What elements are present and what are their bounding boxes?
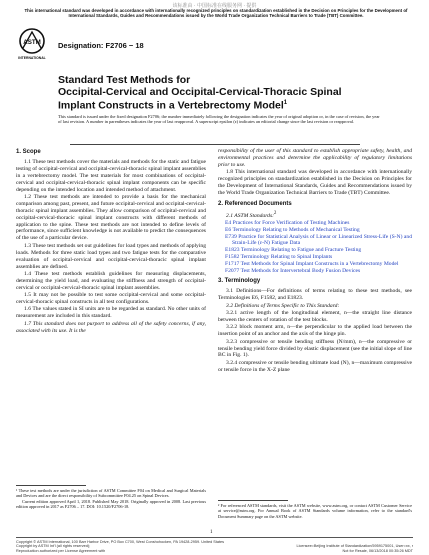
- title-footnote-mark: 1: [283, 100, 288, 106]
- standard-notice: This standard is issued under the fixed designation F2706; the number immediately following the designation indicates the year of original adoption or, in the case of revision, the year of last revision. A number in parentheses indicates the year of last reapproval. A superscript epsilon (ε) indicates an editorial change since the last revision or reapproval.: [58, 114, 380, 125]
- ref-code[interactable]: F1582: [225, 254, 240, 260]
- footer-copyright-2: Copyright by ASTM Int'l (all rights reserved);: [16, 544, 91, 549]
- ref-f1717[interactable]: [218, 261, 412, 268]
- ref-code[interactable]: E1823: [225, 247, 240, 254]
- title-line-3: [58, 98, 388, 112]
- para-1-6: 1.6 The values stated in SI units are to be regarded as standard. No other units of measurement are included in this standard.: [16, 306, 206, 320]
- para-3-2-1: 3.2.1 active length of the longitudinal element, n—the straight line distance between the centers of rotation of the test blocks.: [218, 310, 412, 323]
- ref-code[interactable]: F1717: [225, 260, 240, 267]
- para-3-2-4: 3.2.4 compressive or tensile bending ultimate load (N), n—maximum compressive or tensile force in the X-Z plane: [218, 359, 412, 373]
- footnote-1: [16, 488, 206, 509]
- footnote-2: ² For referenced ASTM standards, visit the ASTM website, www.astm.org, or contact ASTM Customer Service at service@astm.org. For Annual Book of ASTM Standards volume information, refer to the standard's Document Summary page on the ASTM website.: [218, 503, 412, 519]
- para-2-1: [218, 211, 412, 220]
- footnote-1-text: ¹ These test methods are under the jurisdiction of ASTM Committee F04 on Medical and Surgical Materials and Devices and are the direct responsibility of Subcommittee F04.25 on Spinal Devices.: [16, 488, 206, 499]
- footer-licensee: Licensee=Beijing Institute of Standardization/5959175001, User=xx, r: [296, 544, 413, 549]
- para-1-1: 1.1 These test methods cover the materials and methods for the static and fatigue testing of occipital-cervical and occipital-cervical-thoracic spinal implant assemblies in a vertebrectomy model. The test materials for most combinations of occipital-cervical and occipital-cervical-thoracic spinal implant components can be specific depending on the intended location and intended method of attachment.: [16, 158, 206, 193]
- logo-subtext: INTERNATIONAL: [18, 56, 46, 60]
- ref-title[interactable]: Test Methods for Spinal Implant Constructs in a Vertebrectomy Model: [240, 260, 399, 267]
- ref-code[interactable]: E739: [225, 233, 237, 240]
- para-1-8: 1.8 This international standard was developed in accordance with internationally recognized principles on standardization established in the Decision on Principles for the Development of International Standards, Guides and Recommendations issued by the World Trade Organization Technical Barriers to Trade (TBT) Committee.: [218, 169, 412, 196]
- para-1-4: 1.4 These test methods establish guidelines for measuring displacements, determining the yield load, and evaluating the stiffness and strength of occipital-cervical or occipital-cervical-thoracic spinal implant assemblies.: [16, 270, 206, 291]
- para-3-1: 3.1 Definitions—For definitions of terms relating to these test methods, see Terminologies E6, F1582, and E1823.: [218, 288, 412, 302]
- para-1-5: 1.5 It may not be possible to test some occipital-cervical and some occipital-cervical-thoracic spinal constructs in all test configurations.: [16, 292, 206, 306]
- ref-e4[interactable]: [218, 220, 412, 227]
- para-1-3: 1.3 These test methods set out guidelines for load types and methods of applying loads. Methods for three static load types and two fatigue tests for the comparative evaluation of occipital-cervical and occipital-cervical-thoracic spinal implant assemblies are defined.: [16, 242, 206, 270]
- ref-title[interactable]: Terminology Relating to Spinal Implants: [240, 254, 333, 260]
- footer-resale: Not for Resale, 06/13/2018 00:35:26 MDT: [342, 548, 413, 553]
- reference-list: [218, 220, 412, 274]
- para-3-2-2: 3.2.2 block moment arm, n—the perpendicular to the applied load between the insertion point of an anchor and the axis of the hinge pin.: [218, 324, 412, 338]
- title-line-2: Occipital-Cervical and Occipital-Cervical-Thoracic Spinal: [58, 85, 342, 98]
- ref-f1582[interactable]: [218, 254, 412, 261]
- ref-code[interactable]: E4: [225, 220, 232, 227]
- divider: [70, 144, 360, 145]
- para-3-2: 3.2 Definitions of Terms Specific to This Standard:: [226, 302, 340, 309]
- para-1-7: 1.7 This standard does not purport to address all of the safety concerns, if any, associated with its use. It is the: [16, 320, 206, 334]
- para-2-1-text: 2.1 ASTM Standards:: [226, 212, 275, 219]
- astm-logo: [18, 28, 46, 62]
- footnote-1-edition: Current edition approved April 1, 2018. Published May 2018. Originally approved in 2008. Last previous edition approved in 2017 as F2706 – 17. DOI: 10.1520/F2706-18.: [16, 498, 206, 509]
- section-1-heading: 1. Scope: [16, 149, 41, 155]
- ref-code[interactable]: F2077: [225, 267, 240, 274]
- footer-right: [263, 540, 413, 553]
- ref-title[interactable]: Test Methods for Intervertebral Body Fusion Devices: [240, 267, 361, 274]
- left-column: [16, 148, 206, 335]
- ref-f2077[interactable]: [218, 268, 412, 275]
- section-3-heading: 3. Terminology: [218, 278, 261, 285]
- ref-code[interactable]: E6: [225, 226, 232, 233]
- para-1-2: 1.2 These test methods are intended to provide a basis for the mechanical comparison among past, present, and future occipital-cervical and occipital-cervical-thoracic spinal implant assemblies. They allow comparison of occipital-cervical and occipital-cervical-thoracic spinal implant constructs with different methods of application to the spine. These test methods are not intended to define levels of performance, since sufficient knowledge is not available to predict the consequences of the use of a particular device.: [16, 193, 206, 242]
- ref-title[interactable]: Terminology Relating to Methods of Mechanical Testing: [232, 226, 360, 233]
- right-column: [218, 148, 412, 374]
- footer-rule: [16, 537, 413, 538]
- section-2-heading: 2. Referenced Documents: [218, 200, 292, 207]
- para-2-1-footnote-mark: 2: [274, 210, 277, 216]
- footer-copyright: Copyright © ASTM International, 100 Barr Harbor Drive, PO Box C700, West Conshohocken, PA 19428-2959. United States: [16, 540, 225, 544]
- ref-title[interactable]: Practices for Force Verification of Testing Machines: [232, 220, 350, 227]
- title-line-1: Standard Test Methods for: [58, 74, 191, 86]
- ref-e739[interactable]: [218, 234, 412, 248]
- ref-e6[interactable]: [218, 227, 412, 234]
- watermark-text: 该标准由 · 中国标准在线服务网 · 提供: [172, 3, 257, 9]
- ref-title[interactable]: Practice for Statistical Analysis of Linear or Linearized Stress-Life (S-N) and Strain-Life (ε-N) Fatigue Data: [232, 233, 412, 247]
- logo-text: ASTM: [23, 39, 41, 46]
- footnote-rule-right: [218, 500, 288, 501]
- footer-copyright-3: Reproduction authorized per License Agreement with: [16, 548, 106, 553]
- title-block: [58, 75, 388, 112]
- ref-e1823[interactable]: [218, 247, 412, 254]
- title-line-3-text: Implant Constructs in a Vertebrectomy Model: [58, 99, 284, 112]
- footnote-rule-left: [16, 485, 86, 486]
- page-number: 1: [210, 530, 213, 535]
- ref-title[interactable]: Terminology Relating to Fatigue and Fracture Testing: [240, 247, 362, 254]
- para-1-7-continued: responsibility of the user of this standard to establish appropriate safety, health, and environmental practices and determine the applicability of regulatory limitations prior to use.: [218, 148, 412, 168]
- top-notice: This international standard was developed in accordance with internationally recognized principles on standardization established in the Decision on Principles for the Development of International Standards, Guides and Recommendations issued by the World Trade Organization Technical Barriers to Trade (TBT) Committee.: [24, 8, 408, 19]
- designation: Designation: F2706 − 18: [58, 41, 144, 50]
- para-3-2-3: 3.2.3 compressive or tensile bending stiffness (N/mm), n—the compressive or tensile bending yield force divided by elastic displacement (see the initial slope of line BC in Fig. 1).: [218, 338, 412, 359]
